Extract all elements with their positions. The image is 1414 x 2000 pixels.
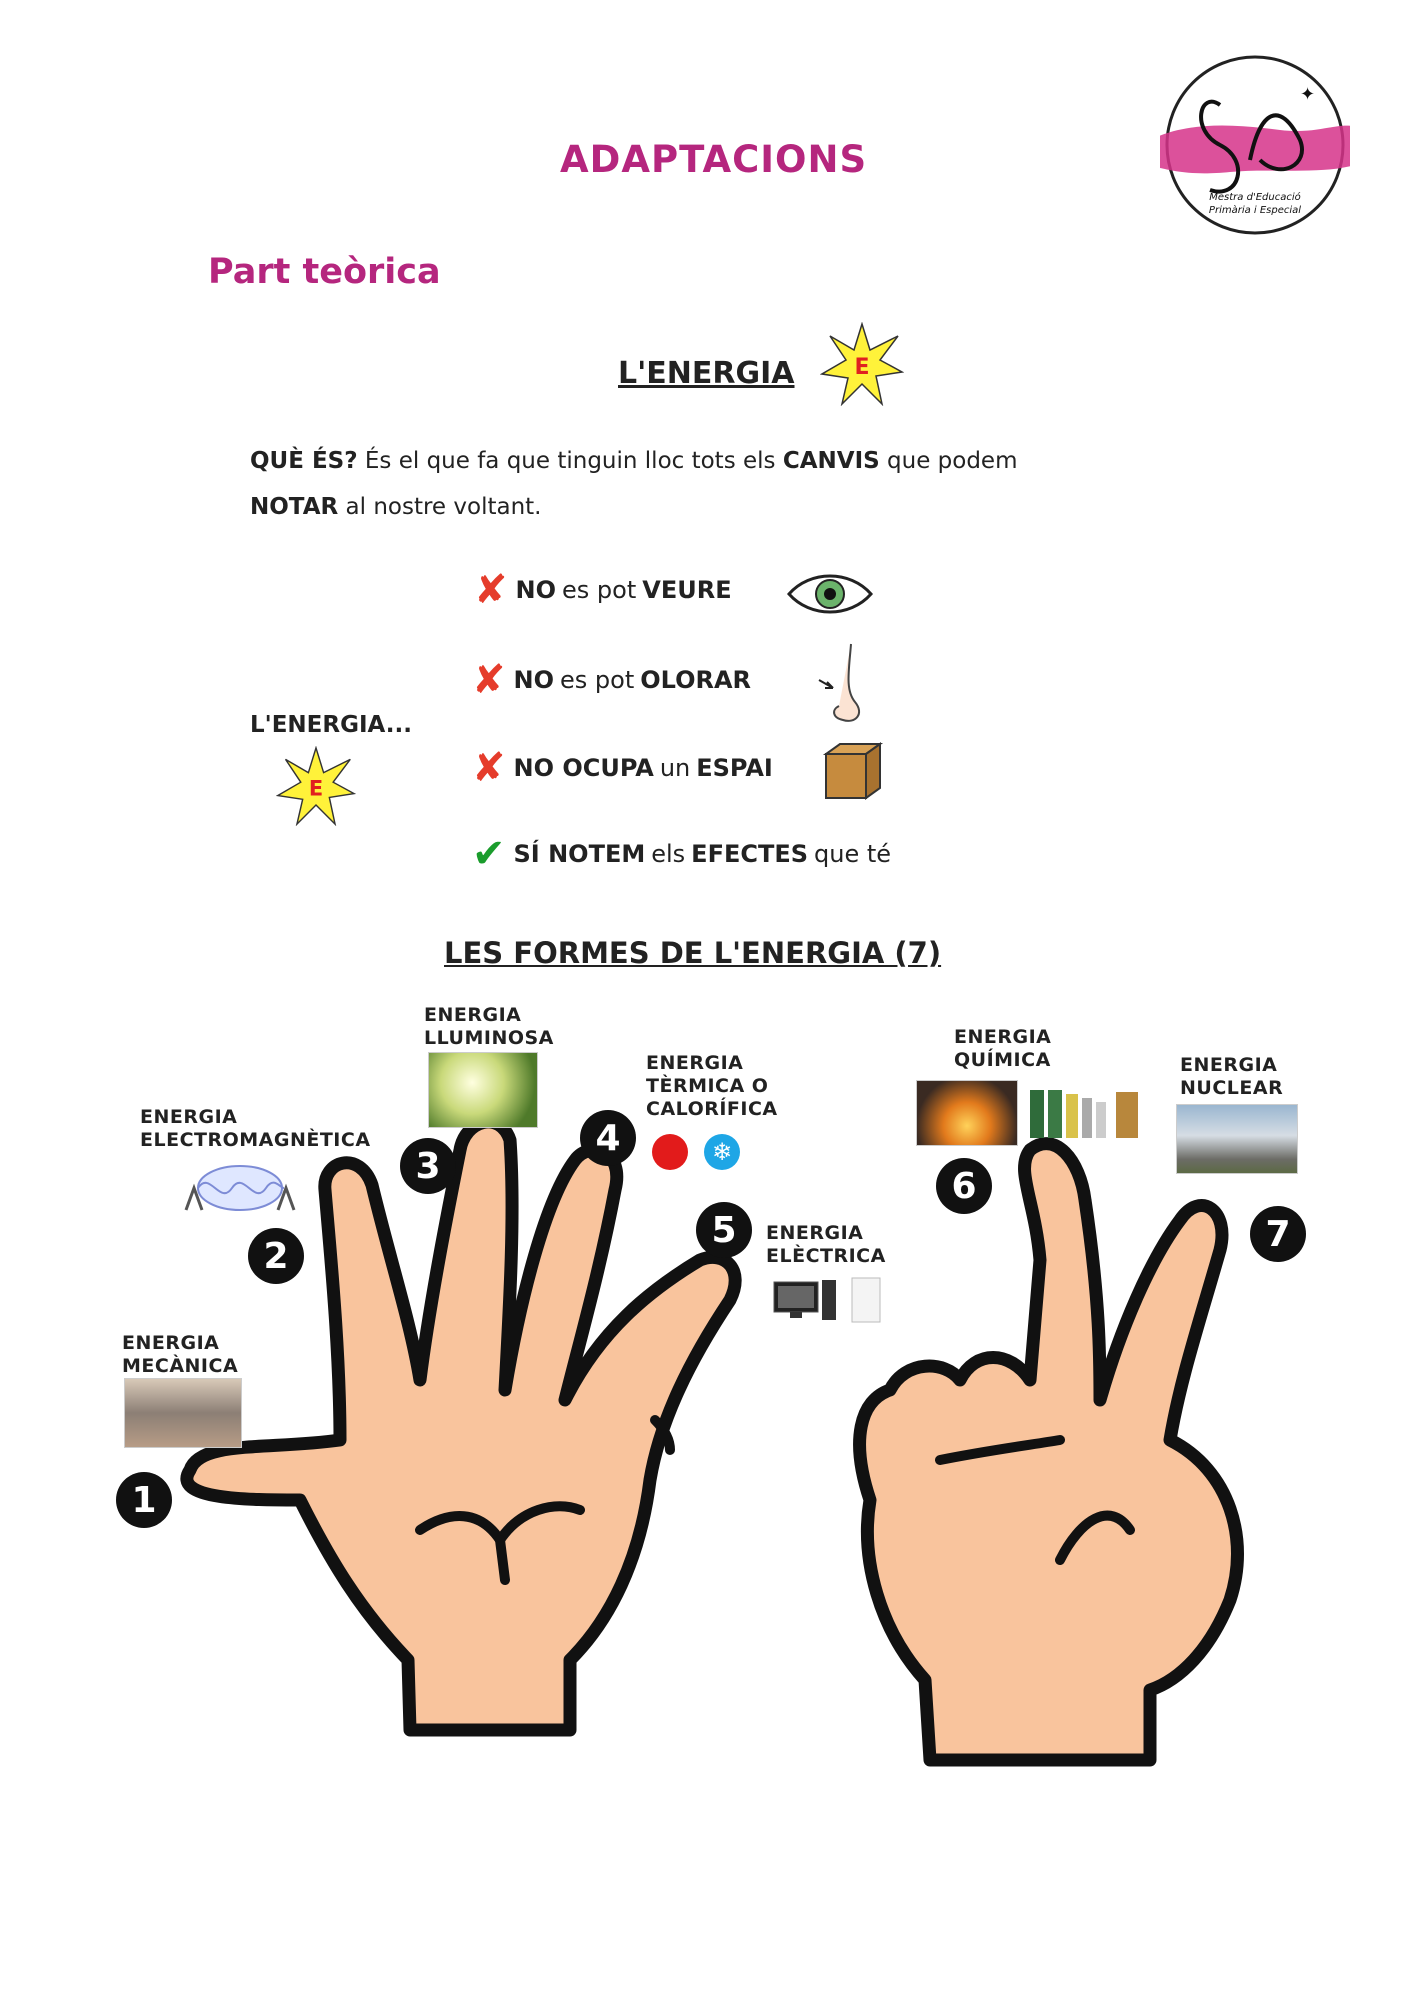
runners-image [124, 1378, 242, 1448]
number-2-badge: 2 [248, 1228, 304, 1284]
number-4-badge: 4 [580, 1110, 636, 1166]
number-3-badge: 3 [400, 1138, 456, 1194]
energy-label-nuclear: ENERGIA NUCLEAR [1180, 1054, 1284, 1099]
sunlight-plants-image [428, 1052, 538, 1128]
svg-text:✦: ✦ [1300, 84, 1316, 105]
formes-heading: LES FORMES DE L'ENERGIA (7) [444, 936, 942, 970]
hot-icon [652, 1134, 688, 1170]
number-7-badge: 7 [1250, 1206, 1306, 1262]
section-title: Part teòrica [208, 252, 441, 292]
number-1-badge: 1 [116, 1472, 172, 1528]
energia-heading: L'ENERGIA [618, 356, 795, 391]
number-6-badge: 6 [936, 1158, 992, 1214]
energia-label: L'ENERGIA... [250, 712, 412, 738]
appliances-icon [770, 1276, 886, 1324]
cross-icon: ✘ [472, 657, 506, 703]
property-si-notem: ✔ SÍ NOTEM els EFECTES que té [472, 831, 892, 877]
energy-label-electrica: ENERGIA ELÈCTRICA [766, 1222, 886, 1267]
fire-image [916, 1080, 1018, 1146]
definition: QUÈ ÉS? És el que fa que tinguin lloc tots els CANVIS que podem NOTAR al nostre voltant. [250, 448, 1018, 520]
svg-text:Mestra d'Educació: Mestra d'Educació [1209, 192, 1301, 203]
nuclear-plant-image [1176, 1104, 1298, 1174]
energy-label-termica: ENERGIA TÈRMICA O CALORÍFICA [646, 1052, 778, 1120]
svg-text:E: E [854, 355, 870, 380]
energy-label-electromagnetica: ENERGIA ELECTROMAGNÈTICA [140, 1106, 371, 1151]
batteries-icon [1026, 1084, 1144, 1142]
number-5-badge: 5 [696, 1202, 752, 1258]
property-no-veure: ✘ NO es pot VEURE [474, 567, 732, 613]
check-icon: ✔ [472, 831, 506, 877]
property-no-ocupa: ✘ NO OCUPA un ESPAI [472, 745, 773, 791]
energy-label-mecanica: ENERGIA MECÀNICA [122, 1332, 239, 1377]
property-no-olorar: ✘ NO es pot OLORAR [472, 657, 752, 703]
energy-label-lluminosa: ENERGIA LLUMINOSA [424, 1004, 554, 1049]
energy-label-quimica: ENERGIA QUÍMICA [954, 1026, 1052, 1071]
svg-text:E: E [308, 776, 324, 801]
svg-text:Primària i Especial: Primària i Especial [1208, 205, 1302, 216]
snowflake-icon: ❄ [704, 1134, 740, 1170]
wave-icon [180, 1160, 300, 1216]
page-title: ADAPTACIONS [560, 138, 868, 181]
cross-icon: ✘ [472, 745, 506, 791]
cross-icon: ✘ [474, 567, 508, 613]
